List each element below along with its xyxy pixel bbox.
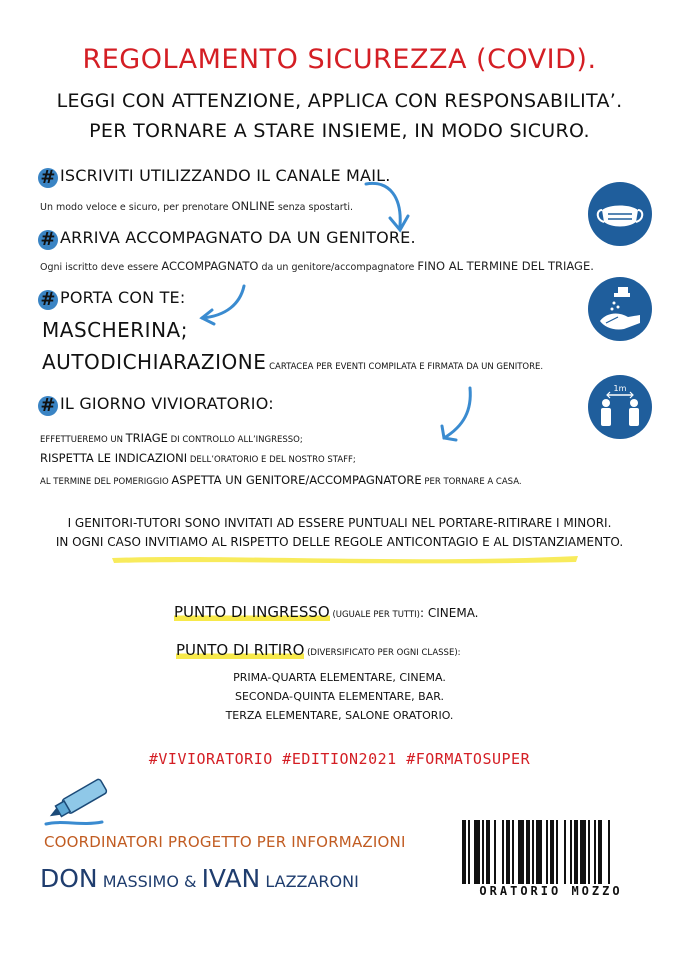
pickup-point-note: (DIVERSIFICATO PER OGNI CLASSE): xyxy=(304,648,461,658)
hashtag-icon: # xyxy=(38,168,58,188)
entry-point xyxy=(174,602,479,621)
hashtags: #VIVIORATORIO #EDITION2021 #FORMATOSUPER xyxy=(148,750,531,768)
barcode-stripe xyxy=(610,820,612,884)
section-2-title: ARRIVA ACCOMPAGNATO DA UN GENITORE. xyxy=(60,228,416,247)
name-part-2: LAZZARONI xyxy=(260,872,359,891)
section-1-text-b: ONLINE xyxy=(231,199,275,213)
arrow-icon xyxy=(196,282,256,330)
entry-point-note: (UGUALE PER TUTTI) xyxy=(329,610,420,620)
notice-line-2: IN OGNI CASO INVITIAMO AL RISPETTO DELLE REGOLE ANTICONTAGIO E AL DISTANZIAMENTO. xyxy=(55,535,624,549)
section-4-title: IL GIORNO VIVIORATORIO: xyxy=(60,394,274,413)
page-title: REGOLAMENTO SICUREZZA (COVID). xyxy=(82,44,597,75)
section-1-heading xyxy=(38,166,391,188)
section-2-text-c: da un genitore/accompagnatore xyxy=(258,262,418,273)
section-1-text-a: Un modo veloce e sicuro, per prenotare xyxy=(40,202,232,213)
section-4-line-3 xyxy=(40,469,522,488)
name-ivan: IVAN xyxy=(201,864,261,893)
s4-l3-a: AL TERMINE DEL POMERIGGIO xyxy=(40,477,172,487)
s4-l1-c: DI CONTROLLO ALL’INGRESSO; xyxy=(167,435,303,445)
section-1-text-c: senza spostarti. xyxy=(274,202,354,213)
pickup-point-label: PUNTO DI RITIRO xyxy=(176,641,305,659)
section-2-text-a: Ogni iscritto deve essere xyxy=(40,262,162,273)
pickup-item: PRIMA-QUARTA ELEMENTARE, CINEMA. xyxy=(233,671,446,684)
barcode-label: ORATORIO MOZZO xyxy=(479,884,623,898)
s4-l1-a: EFFETTUEREMO UN xyxy=(40,435,126,445)
s4-l2-a: RISPETTA LE INDICAZIONI xyxy=(40,451,188,465)
s4-l3-c: PER TORNARE A CASA. xyxy=(421,477,522,487)
section-1-title: ISCRIVITI UTILIZZANDO IL CANALE MAIL. xyxy=(60,166,391,185)
section-4-heading xyxy=(38,394,274,416)
section-3-item-2: AUTODICHIARAZIONE xyxy=(42,350,267,374)
s4-l1-b: TRIAGE xyxy=(125,431,168,445)
section-3-title: PORTA CON TE: xyxy=(60,288,186,307)
pickup-item: SECONDA-QUINTA ELEMENTARE, BAR. xyxy=(235,690,444,703)
section-3-item-selfdeclaration xyxy=(42,350,543,374)
section-1-text xyxy=(40,199,353,213)
section-2-text-d: FINO AL TERMINE DEL TRIAGE. xyxy=(417,259,594,273)
notice-line-1: I GENITORI-TUTORI SONO INVITATI AD ESSERE PUNTUALI NEL PORTARE-RITIRARE I MINORI. xyxy=(67,516,612,530)
pickup-item: TERZA ELEMENTARE, SALONE ORATORIO. xyxy=(225,709,454,722)
highlighter-icon xyxy=(42,770,122,830)
section-2-text-b: ACCOMPAGNATO xyxy=(161,259,259,273)
section-3-heading xyxy=(38,288,185,310)
section-3-item-2-note: CARTACEA PER EVENTI COMPILATA E FIRMATA DA UN GENITORE. xyxy=(266,362,544,372)
coordinator-names xyxy=(40,864,359,893)
hand-sanitizer-icon xyxy=(588,277,652,341)
arrow-icon xyxy=(430,384,480,448)
section-2-text xyxy=(40,259,594,273)
section-4-line-2 xyxy=(40,447,356,466)
subtitle-2: PER TORNARE A STARE INSIEME, IN MODO SICURO. xyxy=(89,120,590,142)
pickup-list xyxy=(0,668,679,725)
barcode-icon xyxy=(462,820,640,884)
hashtag-icon: # xyxy=(38,290,58,310)
name-don: DON xyxy=(40,864,98,893)
hashtag-icon: # xyxy=(38,230,58,250)
hashtag-icon: # xyxy=(38,396,58,416)
name-part-1: MASSIMO & xyxy=(97,872,202,891)
entry-point-label: PUNTO DI INGRESSO xyxy=(174,603,330,621)
coordinators-title: COORDINATORI PROGETTO PER INFORMAZIONI xyxy=(44,833,406,851)
pickup-point xyxy=(176,640,461,659)
subtitle-1: LEGGI CON ATTENZIONE, APPLICA CON RESPONSABILITA’. xyxy=(56,90,623,112)
mask-icon xyxy=(588,182,652,246)
section-3-item-mask: MASCHERINA; xyxy=(42,318,188,342)
s4-l2-b: DELL’ORATORIO E DEL NOSTRO STAFF; xyxy=(187,455,356,465)
entry-point-value: : CINEMA. xyxy=(420,606,479,620)
highlight-stroke xyxy=(110,552,580,566)
distance-icon xyxy=(588,375,652,439)
distance-label: 1m xyxy=(613,384,627,393)
arrow-icon xyxy=(360,176,420,240)
s4-l3-b: ASPETTA UN GENITORE/ACCOMPAGNATORE xyxy=(171,473,422,487)
section-4-line-1 xyxy=(40,427,303,446)
